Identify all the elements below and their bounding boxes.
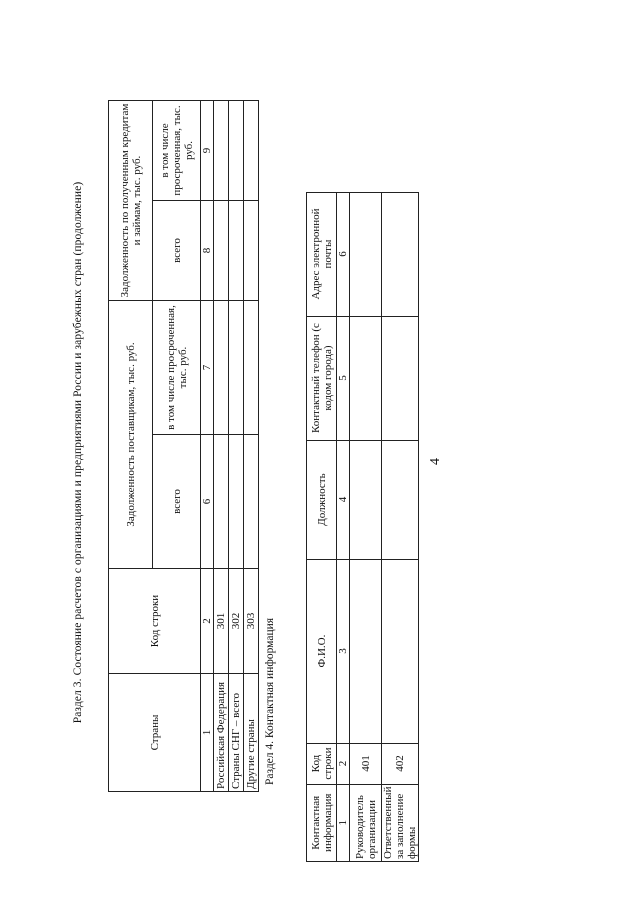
row-code: 302: [229, 569, 244, 674]
column-number: 1: [337, 784, 350, 861]
column-number: 7: [201, 301, 214, 435]
row-code: 402: [382, 743, 419, 784]
table-row: [214, 101, 229, 792]
header-position: Должность: [307, 440, 337, 559]
cell-empty: [244, 435, 259, 569]
header-overdue: в том числе просроченная, тыс. руб.: [153, 101, 201, 201]
table-row: [244, 101, 259, 792]
cell-empty: [214, 101, 229, 201]
cell-empty: [350, 440, 382, 559]
column-number: 4: [337, 440, 350, 559]
header-phone: Контактный телефон (с кодом города): [307, 316, 337, 440]
column-number: 6: [337, 192, 350, 316]
column-number: 2: [337, 743, 350, 784]
column-number: 8: [201, 201, 214, 301]
cell-empty: [229, 301, 244, 435]
cell-empty: [229, 435, 244, 569]
row-label: Руководитель организации: [350, 784, 382, 861]
row-label: Страны СНГ – всего: [229, 674, 244, 792]
cell-empty: [244, 301, 259, 435]
header-countries: Страны: [109, 674, 201, 792]
header-line-code: Код строки: [109, 569, 201, 674]
section-4-title: Раздел 4. Контактная информация: [264, 617, 276, 785]
header-credit-debt: Задолженность по полученным кредитам и займам, тыс. руб.: [109, 101, 153, 301]
cell-empty: [244, 101, 259, 201]
header-overdue: в том числе просроченная, тыс. руб.: [153, 301, 201, 435]
cell-empty: [382, 440, 419, 559]
section-3-table: [108, 100, 259, 792]
row-label: Ответственный за заполнение формы: [382, 784, 419, 861]
cell-empty: [382, 316, 419, 440]
row-code: 303: [244, 569, 259, 674]
header-line-code: Код строки: [307, 743, 337, 784]
cell-empty: [214, 435, 229, 569]
header-fio: Ф.И.О.: [307, 559, 337, 743]
column-number: 5: [337, 316, 350, 440]
column-number: 2: [201, 569, 214, 674]
cell-empty: [214, 201, 229, 301]
column-number: 9: [201, 101, 214, 201]
cell-empty: [229, 201, 244, 301]
cell-empty: [382, 559, 419, 743]
header-total: всего: [153, 201, 201, 301]
page-number: 4: [428, 458, 443, 465]
table-row: [382, 192, 419, 861]
column-number: 6: [201, 435, 214, 569]
section-3-title: Раздел 3. Состояние расчетов с организациями и предприятиями России и зарубежных стран (продолжение): [72, 181, 84, 724]
cell-empty: [244, 201, 259, 301]
table-row: [229, 101, 244, 792]
header-email: Адрес электронной почты: [307, 192, 337, 316]
cell-empty: [382, 192, 419, 316]
row-code: 301: [214, 569, 229, 674]
table-row: [350, 192, 382, 861]
cell-empty: [214, 301, 229, 435]
header-total: всего: [153, 435, 201, 569]
header-supplier-debt: Задолженность поставщикам, тыс. руб.: [109, 301, 153, 569]
column-number: 1: [201, 674, 214, 792]
column-number: 3: [337, 559, 350, 743]
section-4-table: [306, 192, 419, 862]
cell-empty: [350, 192, 382, 316]
cell-empty: [350, 316, 382, 440]
header-contact-info: Контактная информация: [307, 784, 337, 861]
row-label: Российская Федерация: [214, 674, 229, 792]
cell-empty: [350, 559, 382, 743]
row-code: 401: [350, 743, 382, 784]
cell-empty: [229, 101, 244, 201]
row-label: Другие страны: [244, 674, 259, 792]
